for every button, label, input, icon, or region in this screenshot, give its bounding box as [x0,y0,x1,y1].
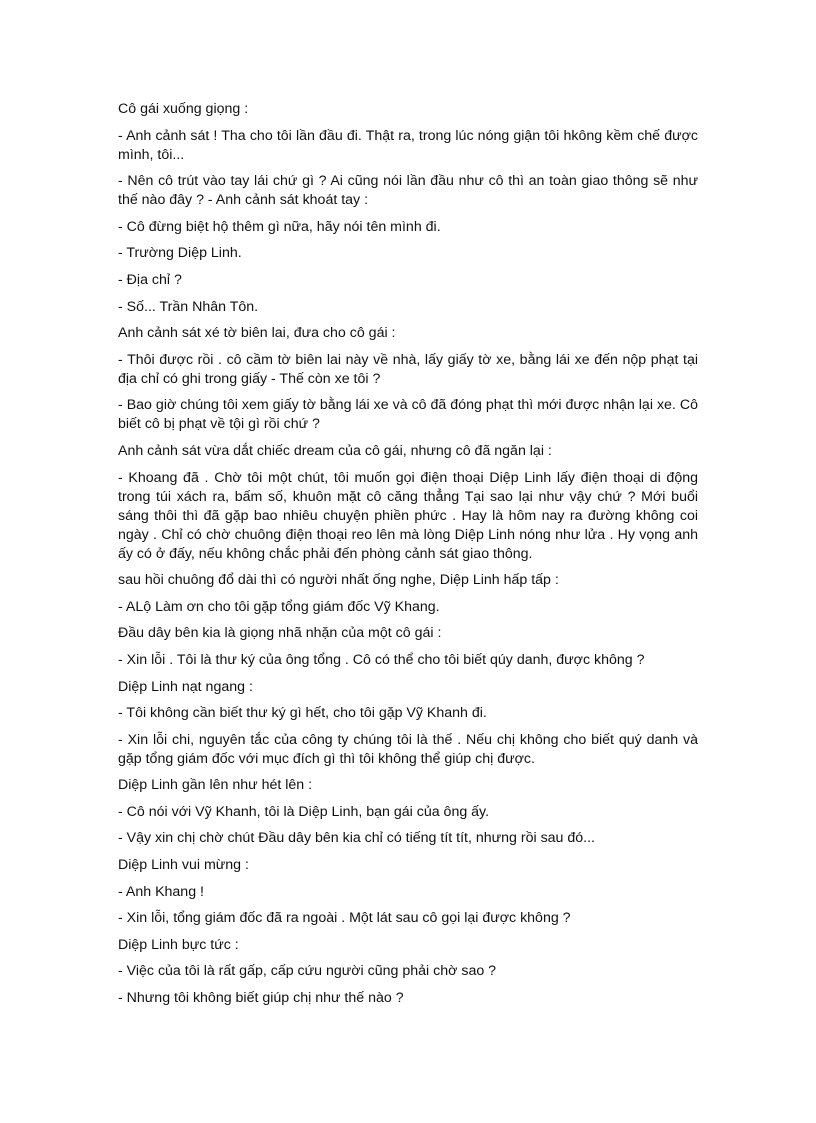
paragraph: Diệp Linh vui mừng : [118,857,249,874]
paragraph: - Cô nói với Vỹ Khanh, tôi là Diệp Linh, bạn gái của ông ấy. [118,803,490,820]
paragraph: - Nhưng tôi không biết giúp chị như thế nào ? [118,990,404,1007]
paragraph: - Nên cô trút vào tay lái chứ gì ? Ai cũng nói lần đầu như cô thì an toàn giao thông sẽ như thế nào đây ? - Anh cảnh sát khoát tay : [118,173,698,209]
paragraph: Anh cảnh sát xé tờ biên lai, đưa cho cô gái : [118,325,396,342]
paragraph: Anh cảnh sát vừa dắt chiếc dream của cô gái, nhưng cô đã ngăn lại : [118,442,552,459]
paragraph: - Trường Diệp Linh. [118,245,242,262]
paragraph: - Số... Trần Nhân Tôn. [118,298,259,315]
paragraph: - Xin lỗi chi, nguyên tắc của công ty chúng tôi là thế . Nếu chị không cho biết quý danh và gặp tổng giám đốc với mục đích gì thì tôi không thể giúp chị được. [118,731,698,767]
paragraph: Cô gái xuống giọng : [118,101,249,117]
paragraph: Diệp Linh nạt ngang : [118,678,253,695]
paragraph: Đầu dây bên kia là giọng nhã nhặn của một cô gái : [118,625,442,642]
paragraph: sau hồi chuông đổ dài thì có người nhất ống nghe, Diệp Linh hấp tấp : [118,572,559,589]
document-page [118,100,698,1016]
paragraph: - Bao giờ chúng tôi xem giấy tờ bằng lái xe và cô đã đóng phạt thì mới được nhận lại xe. Cô biết cô bị phạt về tội gì rồi chứ ? [118,397,698,433]
paragraph: Diệp Linh bực tức : [118,936,239,953]
paragraph: - Anh cảnh sát ! Tha cho tôi lần đầu đi. Thật ra, trong lúc nóng giận tôi hkông kềm chế được mình, tôi... [118,127,698,163]
paragraph: - Cô đừng biệt hộ thêm gì nữa, hãy nói tên mình đi. [118,218,441,235]
paragraph: - Vậy xin chị chờ chút Đầu dây bên kia chỉ có tiếng tít tít, nhưng rồi sau đó... [118,830,595,847]
paragraph: - ALộ Làm ơn cho tôi gặp tổng giám đốc Vỹ Khang. [118,598,440,615]
paragraph: - Anh Khang ! [118,883,204,900]
paragraph: - Xin lỗi . Tôi là thư ký của ông tổng . Cô có thể cho tôi biết qúy danh, được không ? [118,651,645,668]
paragraph: - Việc của tôi là rất gấp, cấp cứu người cũng phải chờ sao ? [118,963,497,980]
paragraph: - Xin lỗi, tổng giám đốc đã ra ngoài . Một lát sau cô gọi lại được không ? [118,910,571,927]
paragraph: Diệp Linh gần lên như hét lên : [118,777,313,794]
paragraph: - Khoang đã . Chờ tôi một chút, tôi muốn gọi điện thoại Diệp Linh lấy điện thoại di động trong túi xách ra, bấm số, khuôn mặt cô căng thẳng Tại sao lại như vậy chứ ? Mới buổi sáng thôi thì đã gặp bao nhiêu chuyện phiền phức . Hay là hôm nay ra đường không coi ngày . Chỉ có chờ chuông điện thoại reo lên mà lòng Diệp Linh nóng như lửa . Hy vọng anh ấy có ở đấy, nếu không chắc phải đến phòng cảnh sát giao thông. [118,469,698,562]
paragraph: - Thôi được rồi . cô cầm tờ biên lai này về nhà, lấy giấy tờ xe, bằng lái xe đến nộp phạt tại địa chỉ có ghi trong giấy - Thế còn xe tôi ? [118,351,698,387]
paragraph: - Tôi không cần biết thư ký gì hết, cho tôi gặp Vỹ Khanh đi. [118,705,487,722]
paragraph: - Địa chỉ ? [118,271,182,288]
